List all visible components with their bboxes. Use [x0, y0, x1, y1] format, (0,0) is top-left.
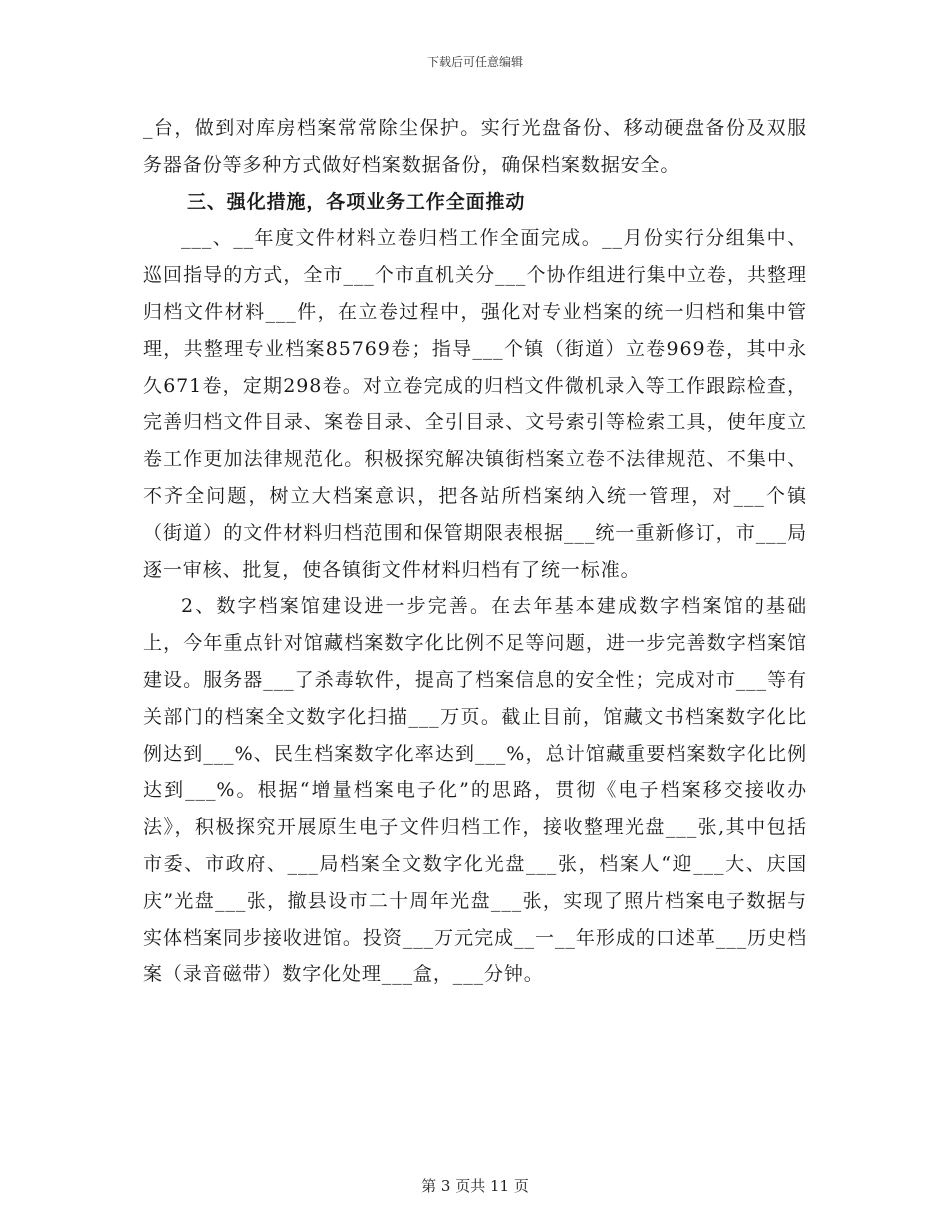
- page-footer: 第 3 页共 11 页: [421, 1177, 529, 1195]
- section-heading: 三、强化措施，各项业务工作全面推动: [187, 190, 526, 213]
- document-body: [143, 110, 807, 993]
- paragraph-continuation: _台，做到对库房档案常常除尘保护。实行光盘备份、移动硬盘备份及双服务器备份等多种方式做好档案数据备份，确保档案数据安全。: [143, 117, 807, 176]
- paragraph-2: 2、数字档案馆建设进一步完善。在去年基本建成数字档案馆的基础上，今年重点针对馆藏档案数字化比例不足等问题，进一步完善数字档案馆建设。服务器___了杀毒软件，提高了档案信息的安全性；完成对市___等有关部门的档案全文数字化扫描___万页。截止目前，馆藏文书档案数字化比例达到___%、民生档案数字化率达到___%，总计馆藏重要档案数字化比例达到___%。根据“增量档案电子化”的思路，贯彻《电子档案移交接收办法》，积极探究开展原生电子文件归档工作，接收整理光盘___张,其中包括市委、市政府、___局档案全文数字化光盘___张，档案人“迎___大、庆国庆”光盘___张，撤县设市二十周年光盘___张，实现了照片档案电子数据与实体档案同步接收进馆。投资___万元完成__一__年形成的口述革___历史档案（录音磁带）数字化处理___盒，___分钟。: [143, 595, 807, 986]
- page-header: 下载后可任意编辑: [426, 55, 523, 69]
- paragraph-1: ___、__年度文件材料立卷归档工作全面完成。__月份实行分组集中、巡回指导的方式，全市___个市直机关分___个协作组进行集中立卷，共整理归档文件材料___件，在立卷过程中，强化对专业档案的统一归档和集中管理，共整理专业档案85769卷；指导___个镇（街道）立卷969卷，其中永久671卷，定期298卷。对立卷完成的归档文件微机录入等工作跟踪检查，完善归档文件目录、案卷目录、全引目录、文号索引等检索工具，使年度立卷工作更加法律规范化。积极探究解决镇街档案立卷不法律规范、不集中、不齐全问题，树立大档案意识，把各站所档案纳入统一管理，对___个镇（街道）的文件材料归档范围和保管期限表根据___统一重新修订，市___局逐一审核、批复，使各镇街文件材料归档有了统一标准。: [143, 227, 807, 581]
